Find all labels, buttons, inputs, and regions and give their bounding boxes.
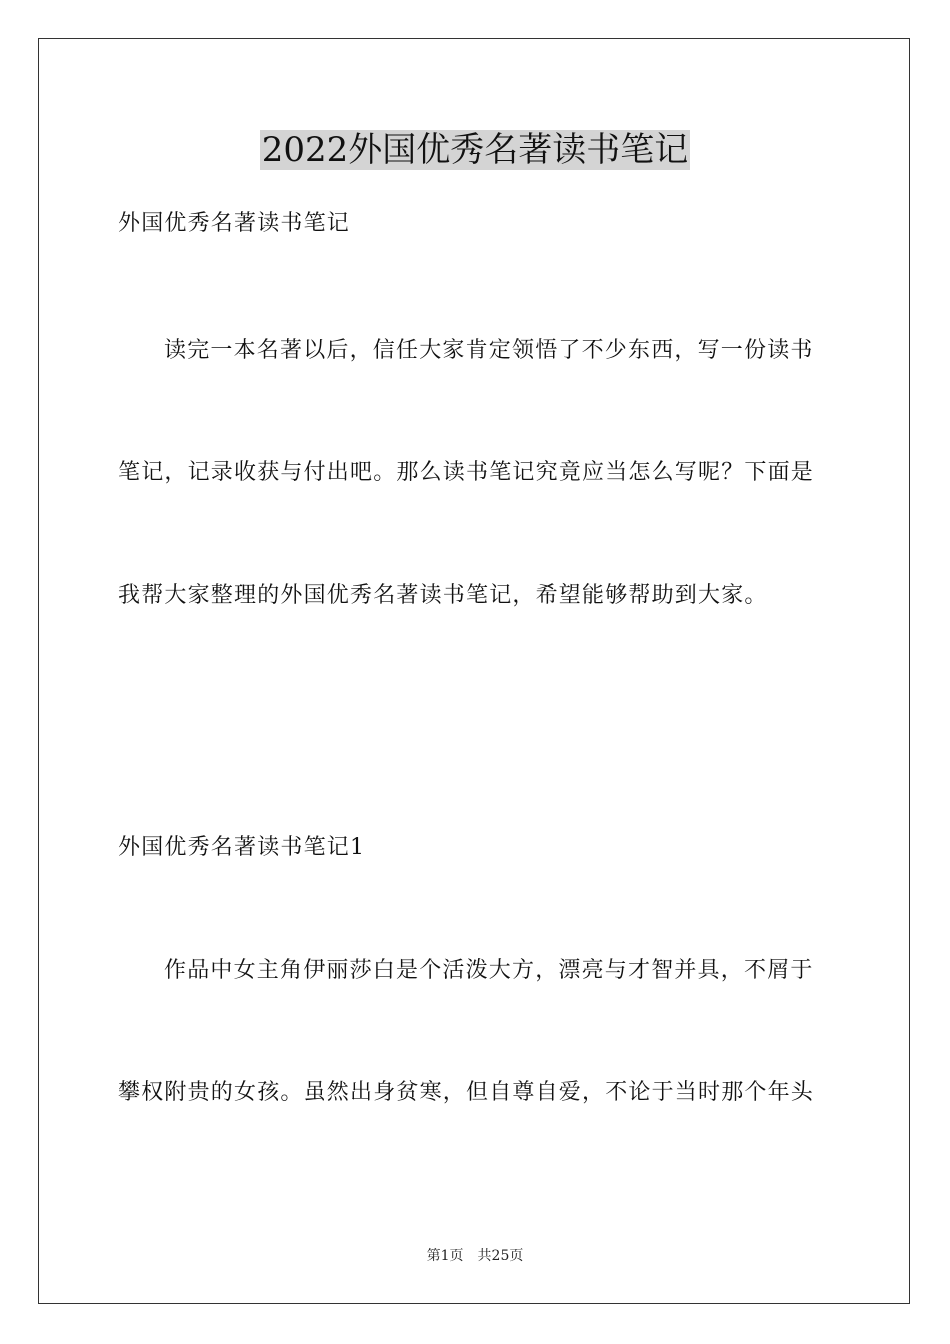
page-total: 共25页 [477, 1248, 524, 1264]
section-heading: 外国优秀名著读书笔记1 [118, 835, 366, 860]
page-number: 第1页 [426, 1248, 464, 1264]
page-footer [0, 1246, 950, 1266]
intro-line-3: 我帮大家整理的外国优秀名著读书笔记，希望能够帮助到大家。 [118, 583, 768, 608]
section-line-2: 攀权附贵的女孩。虽然出身贫寒，但自尊自爱，不论于当时那个年头 [118, 1080, 815, 1105]
intro-line-1: 读完一本名著以后，信任大家肯定领悟了不少东西，写一份读书 [164, 338, 814, 363]
intro-line-2: 笔记，记录收获与付出吧。那么读书笔记究竟应当怎么写呢？下面是 [118, 460, 815, 485]
section-line-1: 作品中女主角伊丽莎白是个活泼大方，漂亮与才智并具，不屑于 [164, 958, 814, 983]
document-title-text: 2022外国优秀名著读书笔记 [261, 130, 689, 170]
document-subtitle: 外国优秀名著读书笔记 [118, 211, 351, 236]
document-title [0, 128, 950, 172]
